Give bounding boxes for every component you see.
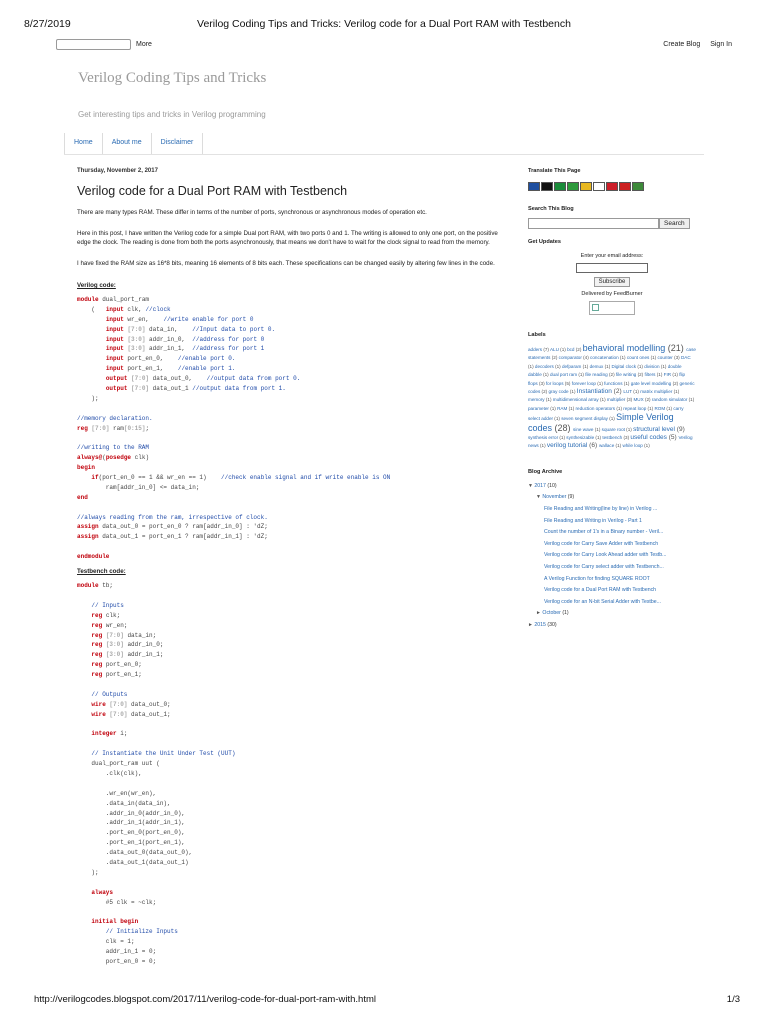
archive-post-link[interactable] — [528, 574, 696, 586]
code-line — [77, 404, 507, 414]
code-line — [77, 739, 507, 749]
code-line — [77, 503, 507, 513]
label-link[interactable]: defparam — [561, 363, 582, 369]
code-line — [77, 542, 507, 552]
label-link[interactable]: synthesis error — [528, 435, 559, 441]
label-link[interactable]: Digital clock — [611, 363, 637, 369]
label-link[interactable]: bcd — [567, 347, 575, 352]
code-line: begin — [77, 464, 96, 472]
triangle-down-icon[interactable]: ▼ — [536, 494, 541, 501]
archive-post-title[interactable]: Verilog code for Carry select adder with Testbench... — [544, 564, 664, 571]
label-count: (1) — [672, 389, 680, 395]
feedburner-image — [589, 301, 635, 315]
code-line — [77, 907, 507, 917]
label-link[interactable]: useful codes — [630, 434, 667, 442]
label-count: (6) — [587, 442, 599, 450]
label-link[interactable]: ROM — [654, 405, 666, 411]
label-link[interactable]: functions — [604, 380, 623, 386]
flag-icon[interactable] — [606, 182, 618, 191]
label-count: (3) — [625, 397, 634, 403]
label-count: (2) — [550, 355, 559, 361]
archive-post-link[interactable] — [528, 597, 696, 609]
label-count: (1) — [594, 435, 603, 441]
labels-cloud — [528, 344, 696, 451]
archive-year-2015[interactable]: ► 2015 (30) — [528, 622, 557, 628]
verilog-code-block — [77, 295, 507, 562]
email-label: Enter your email address: — [580, 253, 644, 259]
label-link[interactable]: behavioral modelling — [582, 343, 666, 353]
labels-title: Labels — [528, 332, 546, 338]
label-link[interactable]: memory — [528, 397, 545, 403]
code-line — [77, 591, 507, 601]
tab-disclaimer[interactable]: Disclaimer — [152, 133, 204, 155]
print-date: 8/27/2019 — [24, 18, 71, 30]
archive-month-october[interactable]: ► October (1) — [536, 610, 569, 617]
label-count: (1) — [687, 397, 695, 403]
archive-post-link[interactable] — [528, 585, 696, 597]
label-count: (1) — [595, 380, 605, 386]
label-count: (1) — [541, 372, 550, 378]
code-line: clk = 1; — [77, 938, 135, 946]
blogger-navbar — [52, 38, 744, 52]
label-link[interactable]: random simulator — [651, 397, 688, 403]
label-link[interactable]: synthesizable — [566, 435, 595, 441]
label-link[interactable]: file writing — [615, 372, 637, 378]
archive-post-link[interactable] — [528, 504, 696, 516]
code-line: #5 clk = ~clk; — [77, 898, 157, 906]
label-count: (1) — [618, 355, 627, 361]
code-line: always@(posedge clk) — [77, 454, 150, 462]
code-line: input [3:0] addr_in_0, //address for port 0 — [105, 335, 265, 343]
label-count: (1) — [548, 405, 558, 411]
code-line: //writing to the RAM — [77, 444, 150, 452]
label-link[interactable]: matrix multiplier — [640, 389, 673, 395]
label-count: (9) — [674, 425, 685, 433]
label-count: (1) — [538, 443, 547, 449]
label-link[interactable]: reduction operators — [575, 405, 616, 411]
label-count: (21) — [665, 343, 687, 353]
code-line: .clk(clk), — [77, 769, 142, 777]
code-line: .data_out_0(data_out_0), — [77, 849, 193, 857]
code-line: reg [3:0] addr_in_0; — [91, 641, 164, 649]
translate-flags — [528, 182, 696, 191]
archive-post-title[interactable]: Verilog code for an N-bit Serial Adder with Testbe... — [544, 598, 661, 605]
label-link[interactable]: flip flops — [528, 372, 686, 386]
label-count: (1) — [593, 426, 602, 432]
print-url: http://verilogcodes.blogspot.com/2017/11/verilog-code-for-dual-port-ram-with.html — [34, 994, 376, 1005]
archive-post-title[interactable]: Verilog code for a Dual Port RAM with Testbench — [544, 587, 657, 594]
label-link[interactable]: filters — [644, 372, 656, 378]
flag-icon[interactable] — [619, 182, 631, 191]
label-link[interactable]: carry select adder — [528, 405, 684, 422]
label-count: (1) — [646, 405, 655, 411]
label-count: (1) — [636, 363, 645, 369]
label-count: (1) — [614, 443, 623, 449]
label-count: (3) — [672, 355, 681, 361]
navbar-search-input[interactable] — [56, 39, 131, 50]
flag-icon[interactable] — [528, 182, 540, 191]
label-link[interactable]: forever loop — [571, 380, 596, 386]
archive-year-2017[interactable]: ▼ 2017 (10) — [528, 482, 557, 489]
code-line: module tb; — [77, 582, 114, 590]
label-link[interactable]: Simple Verilog codes — [528, 412, 674, 433]
label-link[interactable]: decoders — [534, 363, 554, 369]
print-header — [24, 18, 744, 32]
triangle-right-icon[interactable]: ► — [528, 622, 533, 628]
label-link[interactable]: structural level — [633, 425, 675, 433]
archive-post-title[interactable]: A Verilog Function for finding SQUARE ROOT — [544, 575, 650, 582]
flag-icon[interactable] — [632, 182, 644, 191]
code-line: reg port_en_1; — [91, 671, 142, 679]
label-link[interactable]: file reading — [585, 372, 608, 378]
archive-post-title[interactable]: Count the number of 1's in a Binary number - Veril... — [544, 529, 664, 536]
code-line — [77, 433, 507, 443]
label-link[interactable]: parameter — [528, 405, 549, 411]
label-count: (1) — [671, 372, 680, 378]
label-count: (1) — [553, 363, 562, 369]
label-link[interactable]: dual port ram — [549, 372, 578, 378]
label-count: (3) — [537, 380, 546, 386]
broken-image-icon — [592, 304, 599, 311]
archive-post-title[interactable]: File Reading and Writing in Verilog - Part 1 — [544, 517, 642, 524]
blog-description: Get interesting tips and tricks in Verilog programming — [78, 110, 266, 119]
archive-post-title[interactable]: File Reading and Writing(line by line) in Verilog ... — [544, 506, 658, 513]
code-line: .wr_en(wr_en), — [77, 789, 157, 797]
code-line: input wr_en, //write enable for port 0 — [105, 315, 254, 323]
print-page-number: 1/3 — [726, 994, 740, 1005]
tabs-divider — [64, 154, 704, 155]
sidebar — [528, 168, 696, 632]
label-link[interactable]: repeat loop — [623, 405, 647, 411]
code-line: end — [77, 493, 88, 501]
label-count: (1) — [558, 347, 568, 352]
archive-post-link[interactable] — [528, 516, 696, 528]
code-line: reg [7:0] ram[0:15]; — [77, 424, 150, 432]
label-count: (2) — [643, 397, 652, 403]
delivered-by[interactable]: Delivered by FeedBurner — [581, 291, 643, 297]
label-count: (2) — [671, 380, 680, 386]
label-count: (1) — [553, 416, 562, 422]
post-paragraph-3: I have fixed the RAM size as 16*8 bits, meaning 16 elements of 8 bits each. These specifications can be changed easily by altering few lines in the code. — [77, 259, 495, 267]
code-line: .addr_in_1(addr_in_1), — [77, 819, 186, 827]
code-line: ( input clk, //clock — [77, 305, 171, 313]
label-link[interactable]: testbench — [602, 435, 623, 441]
label-link[interactable]: multidimensional array — [552, 397, 599, 403]
code-line: reg [7:0] data_in; — [91, 631, 157, 639]
post-date: Thursday, November 2, 2017 — [77, 168, 158, 174]
blog-search-input[interactable] — [528, 218, 659, 229]
label-link[interactable]: comparator — [558, 355, 582, 361]
label-link[interactable]: case statements — [528, 347, 696, 361]
search-title: Search This Blog — [528, 206, 574, 212]
label-count: (2) — [574, 347, 583, 352]
label-count: (2) — [611, 388, 624, 396]
label-link[interactable]: multiplier — [606, 397, 626, 403]
label-count: (2) — [540, 389, 549, 395]
code-line: output [7:0] data_out_0, //output data from port 0. — [105, 375, 301, 383]
label-link[interactable]: gate level modelling — [630, 380, 672, 386]
code-line: wire [7:0] data_out_0; — [91, 700, 171, 708]
label-count: (1) — [615, 405, 624, 411]
code-line: input [3:0] addr_in_1, //address for port 1 — [105, 345, 265, 353]
label-link[interactable]: square root — [601, 426, 625, 432]
label-link[interactable]: Instantiation — [576, 388, 612, 396]
code-line: reg port_en_0; — [91, 661, 142, 669]
label-link[interactable]: while loop — [622, 443, 643, 449]
label-count: (2) — [607, 372, 616, 378]
verilog-code-heading: Verilog code: — [77, 282, 116, 289]
label-count: (1) — [558, 435, 567, 441]
code-line: if(port_en_0 == 1 && wr_en == 1) //check enable signal and if write enable is ON — [91, 474, 391, 482]
label-link[interactable]: verilog tutorial — [546, 442, 588, 450]
label-count: (1) — [598, 397, 607, 403]
blog-archive — [528, 481, 696, 632]
label-link[interactable]: sine wave — [573, 426, 594, 432]
label-count: (1) — [581, 363, 590, 369]
label-link[interactable]: DAC — [680, 355, 691, 361]
code-line: endmodule — [77, 553, 110, 561]
label-count: (1) — [665, 405, 674, 411]
label-count: (1) — [577, 372, 586, 378]
archive-post-title[interactable]: Verilog code for Carry Save Adder with Testbench — [544, 540, 659, 547]
label-count: (1) — [607, 416, 617, 422]
label-count: (1) — [622, 380, 631, 386]
label-count: (1) — [659, 363, 668, 369]
label-link[interactable]: MUX — [633, 397, 644, 403]
archive-post-link[interactable] — [528, 527, 696, 539]
post-title: Verilog code for a Dual Port RAM with Testbench — [77, 184, 348, 198]
code-line: //always reading from the ram, irrespective of clock. — [77, 513, 268, 521]
label-link[interactable]: FIR — [663, 372, 672, 378]
label-count: (5) — [666, 434, 679, 442]
code-line: reg wr_en; — [91, 621, 128, 629]
triangle-down-icon[interactable]: ▼ — [528, 482, 533, 489]
code-line: initial begin — [91, 918, 139, 926]
tab-about-me[interactable]: About me — [103, 133, 152, 155]
code-line — [77, 720, 507, 730]
flag-icon[interactable] — [593, 182, 605, 191]
email-input[interactable] — [576, 263, 648, 273]
label-count: (1) — [603, 363, 612, 369]
code-line: reg [3:0] addr_in_1; — [91, 651, 164, 659]
label-count: (1) — [567, 405, 576, 411]
code-line: assign data_out_0 = port_en_0 ? ram[addr_in_0] : 'dZ; — [77, 523, 268, 531]
label-count: (1) — [528, 363, 535, 369]
flag-icon[interactable] — [554, 182, 566, 191]
label-link[interactable]: double dabble — [528, 363, 682, 378]
label-count: (7) — [542, 347, 550, 352]
subscribe-button[interactable]: Subscribe — [594, 277, 631, 287]
code-line: ram[addr_in_0] <= data_in; — [77, 483, 200, 491]
archive-title: Blog Archive — [528, 468, 563, 475]
code-line: .addr_in_0(addr_in_0), — [77, 809, 186, 817]
label-count: (1) — [642, 443, 650, 449]
code-line: input port_en_1, //enable port 1. — [105, 365, 236, 373]
code-line: input port_en_0, //enable port 0. — [105, 355, 236, 363]
label-count: (1) — [649, 355, 658, 361]
label-link[interactable]: for loops — [545, 380, 564, 386]
more-link[interactable]: More — [136, 41, 152, 48]
code-line: dual_port_ram uut ( — [77, 760, 160, 768]
code-line: port_en_0 = 0; — [77, 957, 157, 965]
code-line: // Outputs — [91, 690, 128, 698]
code-line: ); — [77, 868, 99, 876]
blog-title[interactable]: Verilog Coding Tips and Tricks — [78, 70, 267, 86]
post-main — [77, 168, 507, 967]
label-count: (2) — [636, 372, 645, 378]
code-line: // Instantiate the Unit Under Test (UUT) — [91, 750, 236, 758]
flag-icon[interactable] — [567, 182, 579, 191]
label-link[interactable]: concatenation — [590, 355, 619, 361]
label-link[interactable]: gray code — [548, 389, 569, 395]
code-line: .port_en_1(port_en_1), — [77, 839, 186, 847]
flag-icon[interactable] — [580, 182, 592, 191]
page-tabs — [64, 133, 203, 155]
post-paragraph-1: There are many types RAM. These differ in terms of the number of ports, synchronous or asynchronous modes of operation etc. — [77, 209, 427, 216]
label-count: (1) — [632, 389, 641, 395]
label-count: (28) — [552, 422, 574, 433]
updates-title: Get Updates — [528, 239, 561, 245]
code-line: reg clk; — [91, 611, 121, 619]
code-line: .port_en_0(port_en_0), — [77, 829, 186, 837]
tab-home[interactable]: Home — [64, 133, 103, 155]
code-line — [77, 878, 507, 888]
email-subscribe — [528, 253, 696, 315]
label-link[interactable]: demux — [589, 363, 604, 369]
sign-in-link[interactable]: Sign In — [710, 41, 732, 48]
label-link[interactable]: counter — [657, 355, 673, 361]
archive-post-title[interactable]: Verilog code for Carry Look Ahead adder with Testb... — [544, 552, 667, 559]
label-link[interactable]: count ones — [626, 355, 650, 361]
archive-post-link[interactable] — [528, 539, 696, 551]
code-line: .data_in(data_in), — [77, 799, 171, 807]
code-line — [77, 779, 507, 789]
code-line: .data_out_1(data_out_1) — [77, 858, 189, 866]
label-link[interactable]: Verilog news — [528, 435, 693, 449]
code-line: // Initialize Inputs — [105, 928, 178, 936]
code-line: // Inputs — [91, 601, 124, 609]
label-link[interactable]: RAM — [557, 405, 568, 411]
archive-post-link[interactable] — [528, 550, 696, 562]
archive-post-link[interactable] — [528, 562, 696, 574]
testbench-code-heading: Testbench code: — [77, 568, 126, 576]
translate-title: Translate This Page — [528, 168, 581, 174]
code-line — [77, 680, 507, 690]
code-line: integer i; — [91, 730, 128, 738]
label-count: (5) — [563, 380, 572, 386]
print-title: Verilog Coding Tips and Tricks: Verilog code for a Dual Port RAM with Testbench — [197, 18, 571, 30]
code-line: input [7:0] data_in, //Input data to port 0. — [105, 325, 276, 333]
post-paragraph-2: Here in this post, I have written the Verilog code for a simple Dual port RAM, with two ports 0 and 1. The writing is allowed to only one port, on the positive edge the clock. The reading is done from both the ports asynchronously, that means we don't have to wait for the clock signal to read from the memory. — [77, 229, 498, 246]
label-link[interactable]: adders — [528, 347, 543, 352]
label-link[interactable]: division — [644, 363, 660, 369]
label-link[interactable]: seven segment display — [561, 416, 608, 422]
create-blog-link[interactable]: Create Blog — [663, 41, 701, 48]
label-count: (1) — [544, 397, 553, 403]
label-link[interactable]: wallace — [598, 443, 615, 449]
code-line: module dual_port_ram — [77, 296, 150, 303]
label-count: (1) — [568, 389, 577, 395]
testbench-code-block — [77, 581, 507, 967]
label-count: (4) — [581, 355, 591, 361]
label-count: (1) — [624, 426, 634, 432]
code-line: ); — [77, 394, 99, 402]
code-line: assign data_out_1 = port_en_1 ? ram[addr_in_1] : 'dZ; — [77, 533, 268, 541]
triangle-right-icon[interactable]: ► — [536, 610, 541, 617]
label-link[interactable]: LUT — [623, 389, 633, 395]
code-line: always — [91, 888, 114, 896]
code-line: addr_in_1 = 0; — [77, 948, 157, 955]
code-line: //memory declaration. — [77, 414, 153, 422]
code-line: wire [7:0] data_out_1; — [91, 710, 171, 718]
label-link[interactable]: generic codes — [528, 380, 695, 395]
code-line: output [7:0] data_out_1 //output data from port 1. — [105, 385, 286, 393]
archive-month-november[interactable]: ▼ November (9) — [536, 494, 575, 501]
label-count: (1) — [655, 372, 664, 378]
label-count: (3) — [622, 435, 631, 441]
flag-icon[interactable] — [541, 182, 553, 191]
label-link[interactable]: ALU — [549, 347, 559, 352]
blog-search-button[interactable]: Search — [659, 218, 690, 229]
